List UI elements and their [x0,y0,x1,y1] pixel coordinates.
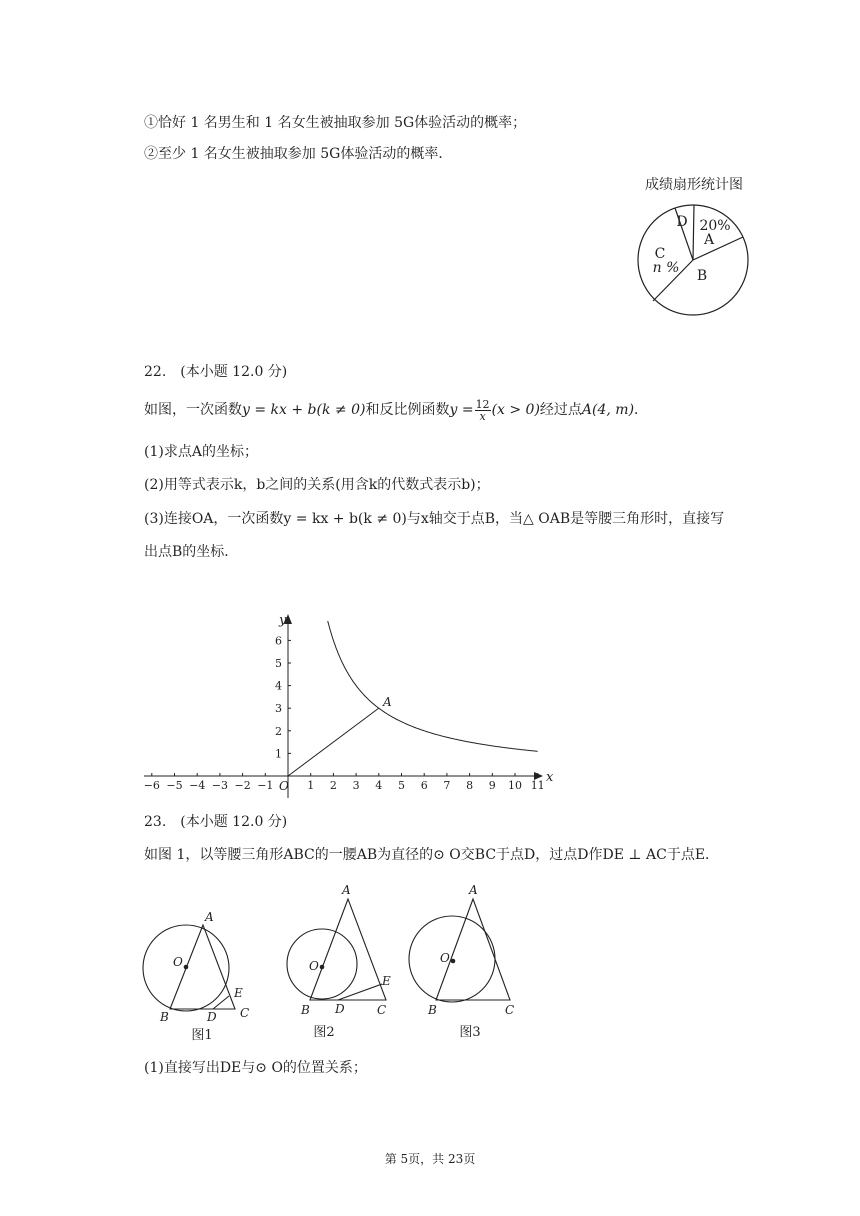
x-tick-label: 10 [508,779,522,792]
fig2-label-a: A [342,883,351,897]
y-tick-label: 3 [275,702,282,716]
figure-1 [143,910,249,1043]
q23-intro: 如图 1，以等腰三角形ABC的一腰AB为直径的⊙ O交BC于点D，过点D作DE ⊥ AC于点E． [144,847,720,863]
q22-heading: 22. (本小题 12.0 分) [144,364,288,380]
pie-divider-3 [693,237,743,260]
q22-part-3-cont: 出点B的坐标． [144,544,239,560]
q22-fraction [475,399,491,422]
q22-y-eq: y = [449,402,474,418]
x-tick-label: 8 [466,779,474,792]
fig2-label-d: D [335,1002,345,1016]
pie-label-c-pct: n % [652,260,680,276]
q22-intro [144,398,648,422]
fig2-center [320,965,325,970]
fig3-caption: 图3 [459,1025,481,1040]
pie-divider-2 [693,205,694,260]
fig2-triangle [310,899,386,1000]
x-tick-label: −3 [211,779,229,792]
fig3-label-o: O [440,951,450,965]
x-tick-label: −4 [189,779,206,792]
fig2-caption: 图2 [313,1025,335,1040]
fig1-label-c: C [240,1006,250,1020]
fig1-label-o: O [173,955,183,969]
pie-chart [628,172,758,322]
fig1-label-b: B [160,1010,169,1024]
fig2-label-b: B [301,1003,310,1017]
q22-intro-c: 和反比例函数 [365,402,450,418]
fig3-center [451,959,456,964]
fig3-label-c: C [505,1003,515,1017]
fig2-label-c: C [377,1003,387,1017]
fig1-label-e: E [234,986,243,1000]
x-tick-label: 11 [530,779,545,792]
y-axis-label: y [279,613,287,628]
x-tick-label: 9 [488,779,496,792]
q22-domain: (x > 0) [491,402,540,418]
y-tick-label: 5 [275,657,282,670]
fig1-label-d: D [207,1010,217,1024]
y-tick-label: 4 [275,679,282,693]
figure-2 [287,883,391,1040]
q23-heading: 23. (本小题 12.0 分) [144,814,288,830]
fig3-triangle [436,899,510,1000]
q21-line-2: ②至少 1 名女生被抽取参加 5G体验活动的概率． [144,146,453,162]
x-tick-label: −2 [234,779,251,792]
x-tick-label: 7 [443,779,451,792]
q22-point-a: A(4, m) [581,402,635,418]
q22-intro-a: 如图，一次函数 [144,402,242,418]
fig1-caption: 图1 [191,1028,213,1043]
x-tick-label: −1 [257,779,274,792]
q22-linear-eq: y = kx + b(k ≠ 0) [242,402,366,418]
pie-label-c: C [654,246,666,262]
q22-part-3: (3)连接OA，一次函数y = kx + b(k ≠ 0)与x轴交于点B，当△ OAB是等腰三角形时，直接写 [144,511,725,527]
fraction-denominator: x [479,409,486,423]
q22-intro-f: 经过点 [539,402,582,418]
x-tick-label: 2 [329,779,337,792]
point-a-label: A [383,695,392,709]
segment-oa [288,708,379,776]
x-tick-label: 6 [420,779,428,792]
fig2-circle [287,929,357,999]
fig2-label-e: E [382,974,391,988]
figure-3 [409,883,514,1040]
x-tick-label: −6 [143,779,160,792]
pie-label-d: D [676,214,688,230]
x-axis-label: x [546,770,554,785]
fig3-label-b: B [428,1003,437,1017]
origin-label: O [279,779,289,793]
x-tick-label: 3 [352,779,360,792]
fig1-center [184,965,189,970]
q22-part-2: (2)用等式表示k，b之间的关系(用含k的代数式表示b)； [144,477,490,493]
y-tick-label: 6 [275,634,282,648]
hyperbola-curve [328,621,538,751]
fig2-label-o: O [309,959,319,973]
pie-label-b: B [696,268,708,284]
x-tick-label: 5 [398,779,405,792]
q21-line-1: ①恰好 1 名男生和 1 名女生被抽取参加 5G体验活动的概率； [144,115,527,131]
q23-part-1: (1)直接写出DE与⊙ O的位置关系； [144,1060,367,1076]
fig3-label-a: A [469,883,478,897]
page-footer: 第 5页，共 23页 [384,1152,476,1166]
y-tick-label: 2 [275,724,282,738]
fraction-numerator: 12 [475,397,490,411]
q22-part-1: (1)求点A的坐标； [144,444,258,460]
fig2-de [338,984,382,1000]
fig1-label-a: A [205,910,214,924]
x-tick-label: −5 [166,779,183,792]
pie-title: 成绩扇形统计图 [645,177,743,193]
pie-label-a-pct: 20% [699,218,731,234]
x-tick-label: 1 [307,779,315,792]
pie-label-a: A [703,232,715,248]
q22-intro-h: ． [634,402,649,418]
x-tick-label: 4 [375,779,383,792]
function-graph [140,608,560,798]
geometry-figures [130,876,550,1046]
y-tick-label: 1 [275,747,282,761]
fig1-de [213,996,229,1009]
